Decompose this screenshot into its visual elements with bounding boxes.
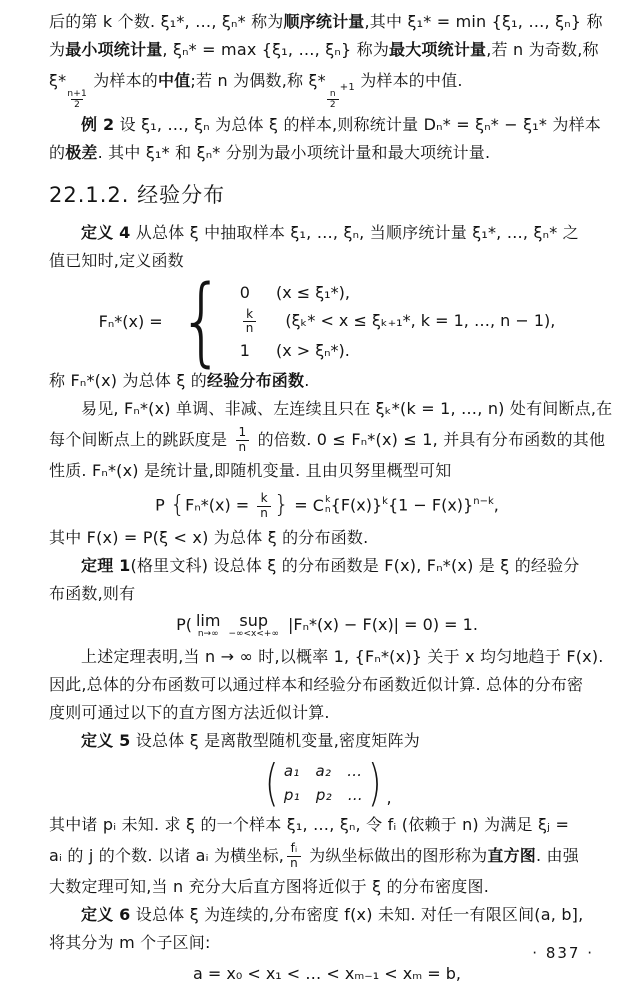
text-span: 称 Fₙ*(x) 为总体 ξ 的 xyxy=(49,371,207,391)
text-span: P xyxy=(155,495,170,515)
text-line xyxy=(49,901,605,929)
text-span: 易见, Fₙ*(x) 单调、非减、左连续且只在 ξₖ*(k = 1, …, n) 处有间断点,在 xyxy=(81,399,613,419)
matrix-row xyxy=(284,759,363,783)
glivenko-theorem-formula xyxy=(49,612,605,639)
text-column xyxy=(49,8,613,988)
text-span: 其中 F(x) = P(ξ < x) 为总体 ξ 的分布函数. xyxy=(49,528,369,548)
text-span: {1 − F(x)} xyxy=(387,495,474,515)
text-span: 经验分布函数 xyxy=(207,371,305,391)
text-span: 后的第 k 个数. ξ₁*, …, ξₙ* 称为 xyxy=(49,12,284,31)
text-span: 为 xyxy=(49,40,66,59)
theorem-1-paragraph xyxy=(49,552,605,608)
text-line xyxy=(49,8,605,36)
text-span: ;若 n 为偶数,称 ξ* xyxy=(190,71,326,90)
text-span: , ξₙ* = max {ξ₁, …, ξₙ} 称为 xyxy=(162,40,390,59)
text-span: 顺序统计量 xyxy=(283,12,365,31)
text-line xyxy=(49,552,605,580)
text-line xyxy=(49,811,605,839)
histogram-paragraph xyxy=(49,811,605,901)
text-span: a₂ xyxy=(315,762,332,781)
text-span: 度则可通过以下的直方图方法近似计算. xyxy=(49,703,330,723)
text-span: 定理 1 xyxy=(81,556,131,576)
text-span: . xyxy=(304,371,310,391)
text-span: 设 ξ₁, …, ξₙ 为总体 ξ 的样本,则称统计量 Dₙ* = ξₙ* − ξ₁* 为样本 xyxy=(114,114,601,134)
text-span: 设总体 ξ 为连续的,分布密度 f(x) 未知. 对任一有限区间(a, b], xyxy=(130,905,584,925)
text-line xyxy=(49,139,605,167)
text-span: 定义 6 xyxy=(81,905,131,925)
text-span: (x > ξₙ*). xyxy=(275,341,350,361)
text-span: 每个间断点上的跳跃度是 xyxy=(49,430,233,450)
text-span: } xyxy=(273,490,290,519)
text-line xyxy=(49,671,605,699)
text-span: 大数定理可知,当 n 充分大后直方图将近似于 ξ 的分布密度图. xyxy=(49,877,489,897)
text-span: 1 xyxy=(239,341,250,361)
brace-glyph: { xyxy=(178,265,225,378)
text-span: +1 xyxy=(339,82,355,94)
text-span: 的倍数. 0 ≤ Fₙ*(x) ≤ 1, 并具有分布函数的其他 xyxy=(252,430,606,450)
text-span: … xyxy=(347,762,363,781)
text-line xyxy=(49,873,605,901)
text-span: k xyxy=(382,496,388,508)
formula-cases xyxy=(240,281,556,364)
text-line xyxy=(49,457,605,485)
text-span: { xyxy=(169,490,186,519)
density-matrix-formula xyxy=(49,753,605,812)
text-line xyxy=(49,395,613,423)
text-span: {F(x)} xyxy=(330,495,383,515)
trailing-comma: , xyxy=(386,788,392,808)
text-line xyxy=(49,839,605,873)
ecdf-naming-paragraph xyxy=(49,367,605,395)
text-span: 布函数,则有 xyxy=(49,584,136,604)
text-line xyxy=(49,699,605,727)
text-span: 定义 4 xyxy=(81,222,131,242)
text-span: 为样本的中值. xyxy=(354,71,463,90)
text-span: Fₙ*(x) = xyxy=(185,495,255,515)
text-span: 中值 xyxy=(158,71,191,90)
text-span: ξ* xyxy=(49,71,67,90)
text-span: 设总体 ξ 是离散型随机变量,密度矩阵为 xyxy=(130,731,420,751)
symbol-with-scripts: C k n xyxy=(312,494,331,515)
example-2-paragraph xyxy=(49,111,605,167)
empirical-cdf-formula xyxy=(49,265,605,378)
text-span: … xyxy=(347,786,363,805)
definition-6-paragraph xyxy=(49,901,605,957)
text-span: 从总体 ξ 中抽取样本 ξ₁, …, ξₙ, 当顺序统计量 ξ₁*, …, ξₙ* 之 xyxy=(130,222,579,242)
text-line xyxy=(49,580,605,608)
text-span: 上述定理表明,当 n → ∞ 时,以概率 1, {Fₙ*(x)} 关于 x 均匀地趋于 F(x). xyxy=(81,647,604,667)
text-span: 0 xyxy=(239,282,250,302)
right-paren-glyph: ) xyxy=(367,753,382,812)
text-line xyxy=(49,727,605,755)
cdf-note-paragraph xyxy=(49,524,605,552)
text-span: 直方图 xyxy=(487,846,536,866)
fraction: $\frac{k}{n}$ xyxy=(257,492,271,521)
fraction: $\frac{k}{n}$ xyxy=(243,308,257,337)
text-span: 性质. Fₙ*(x) 是统计量,即随机变量. 且由贝努里概型可知 xyxy=(49,461,452,481)
text-span: 例 2 xyxy=(81,114,115,134)
fraction: $\frac{n+1}{2}$ xyxy=(67,89,87,111)
text-line xyxy=(49,64,605,111)
text-span: (ξₖ* < x ≤ ξₖ₊₁*, k = 1, …, n − 1), xyxy=(285,311,556,331)
text-line xyxy=(49,423,605,457)
text-span: 值已知时,定义函数 xyxy=(49,250,184,270)
order-statistics-paragraph xyxy=(49,8,605,111)
text-span: (格里文科) 设总体 ξ 的分布函数是 F(x), Fₙ*(x) 是 ξ 的经验分 xyxy=(130,556,580,576)
text-span: 为样本的 xyxy=(87,71,158,90)
text-line xyxy=(49,247,605,275)
text-line xyxy=(49,367,605,395)
partition-formula: a = x₀ < x₁ < … < xₘ₋₁ < xₘ = b, xyxy=(192,964,461,984)
text-span: 其中诸 pᵢ 未知. 求 ξ 的一个样本 ξ₁, …, ξₙ, 令 fᵢ (依赖于 n) 为满足 ξⱼ = xyxy=(49,815,570,835)
text-span: a₁ xyxy=(283,762,300,781)
matrix-row xyxy=(284,783,363,807)
theorem-discussion-paragraph xyxy=(49,643,605,727)
text-line xyxy=(49,219,605,247)
text-span: 最小项统计量 xyxy=(65,40,163,59)
text-span: ,若 n 为奇数,称 xyxy=(486,40,599,59)
text-span: 极差 xyxy=(65,142,98,162)
text-span: (x ≤ ξ₁*), xyxy=(275,282,350,302)
text-line xyxy=(49,36,605,64)
text-span: 为纵坐标做出的图形称为 xyxy=(303,846,488,866)
text-line xyxy=(49,524,605,552)
text-span: 最大项统计量 xyxy=(389,40,487,59)
case-row xyxy=(240,308,556,337)
case-row xyxy=(240,339,350,363)
fraction: $\frac{\text{fᵢ}}{n}$ xyxy=(287,842,301,871)
text-span: = xyxy=(289,495,313,515)
text-span: 因此,总体的分布函数可以通过样本和经验分布函数近似计算. 总体的分布密 xyxy=(49,675,584,695)
text-span: , xyxy=(493,495,499,515)
section-heading: 22.1.2. 经验分布 xyxy=(49,182,226,207)
fraction: $\frac{1}{n}$ xyxy=(236,426,250,455)
fraction: $\frac{n}{2}$ xyxy=(327,89,339,111)
ecdf-properties-paragraph xyxy=(49,395,613,485)
text-span: p₂ xyxy=(315,786,332,805)
text-span: n−k xyxy=(473,496,494,508)
text-span: . 其中 ξ₁* 和 ξₙ* 分别为最小项统计量和最大项统计量. xyxy=(97,142,491,162)
text-span: P( xyxy=(176,615,192,635)
text-span: ,其中 ξ₁* = min {ξ₁, …, ξₙ} 称 xyxy=(364,12,603,31)
operator-with-underscript: lim n→∞ xyxy=(195,610,221,639)
text-span: aᵢ 的 j 的个数. 以诸 aᵢ 为横坐标, xyxy=(49,846,285,866)
matrix-rows xyxy=(282,759,365,807)
text-span: 定义 5 xyxy=(81,731,131,751)
formula-lhs: Fₙ*(x) = xyxy=(98,312,163,332)
text-span: 将其分为 m 个子区间: xyxy=(49,933,211,953)
left-paren-glyph: ( xyxy=(265,753,279,812)
definition-4-paragraph xyxy=(49,219,605,275)
case-row xyxy=(240,281,350,305)
text-span: p₁ xyxy=(283,786,300,805)
text-span: |Fₙ*(x) − F(x)| = 0) = 1. xyxy=(282,615,478,635)
text-line xyxy=(49,929,605,957)
text-span: 的 xyxy=(49,142,66,162)
text-line xyxy=(49,111,605,139)
page-number: · 837 · xyxy=(532,944,594,962)
bernoulli-probability-formula xyxy=(49,489,605,520)
definition-5-paragraph xyxy=(49,727,605,755)
text-span: . 由强 xyxy=(535,846,579,866)
operator-with-underscript: sup −∞<x<+∞ xyxy=(228,610,279,639)
text-line xyxy=(49,643,605,671)
